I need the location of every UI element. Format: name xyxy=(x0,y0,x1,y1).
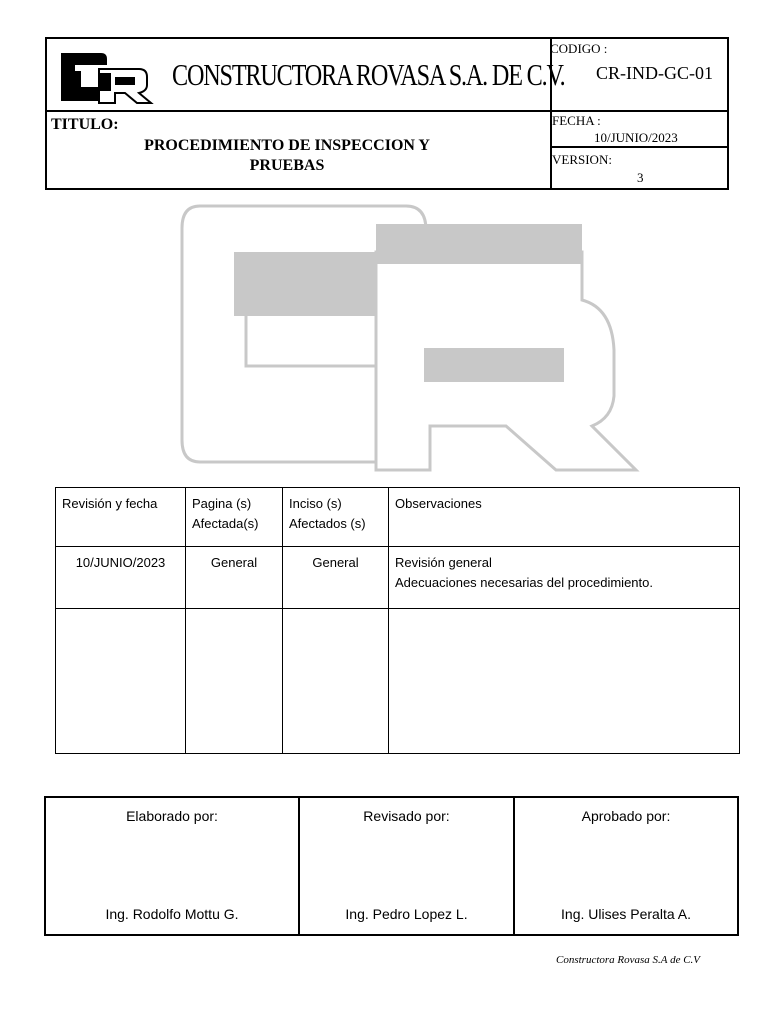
company-name: CONSTRUCTORA ROVASA S.A. DE C.V. xyxy=(172,57,565,92)
table-header-incisos: Inciso (s) Afectados (s) xyxy=(289,496,366,531)
signature-name-elaborado: Ing. Rodolfo Mottu G. xyxy=(105,906,239,922)
signature-title-revisado: Revisado por: xyxy=(363,808,450,824)
document-header xyxy=(45,37,729,190)
codigo-label: CODIGO : xyxy=(550,41,608,56)
titulo-label: TITULO: xyxy=(51,116,119,133)
table-cell-incisos: General xyxy=(312,555,359,570)
fecha-value: 10/JUNIO/2023 xyxy=(594,130,678,145)
row-divider xyxy=(56,546,739,547)
version-label: VERSION: xyxy=(552,152,612,167)
header-right-divider-2 xyxy=(552,146,727,148)
table-header-revision: Revisión y fecha xyxy=(62,496,158,511)
column-divider xyxy=(185,488,186,753)
column-divider xyxy=(388,488,389,753)
revision-table xyxy=(55,487,740,754)
signature-title-elaborado: Elaborado por: xyxy=(126,808,218,824)
table-cell-paginas: General xyxy=(210,555,258,570)
document-title xyxy=(117,136,457,176)
version-value: 3 xyxy=(637,170,644,185)
table-header-observaciones: Observaciones xyxy=(395,496,482,511)
signature-title-aprobado: Aprobado por: xyxy=(581,808,671,824)
footer-company: Constructora Rovasa S.A de C.V xyxy=(556,954,701,966)
signature-table xyxy=(44,796,739,936)
document-title-line-1: PROCEDIMIENTO DE INSPECCION Y xyxy=(144,137,430,154)
table-cell-fecha: 10/JUNIO/2023 xyxy=(75,555,166,570)
cr-logo-icon xyxy=(55,47,155,107)
column-divider xyxy=(282,488,283,753)
header-right-divider-1 xyxy=(552,110,727,112)
table-header-paginas: Pagina (s) Afectada(s) xyxy=(192,496,259,531)
header-divider-horizontal xyxy=(47,110,550,112)
document-title-line-2: PRUEBAS xyxy=(249,157,325,174)
signature-name-revisado: Ing. Pedro Lopez L. xyxy=(345,906,468,922)
row-divider xyxy=(56,608,739,609)
signature-name-aprobado: Ing. Ulises Peralta A. xyxy=(561,906,691,922)
table-cell-observaciones: Revisión general Adecuaciones necesarias del procedimiento. xyxy=(395,555,653,590)
fecha-label: FECHA : xyxy=(552,113,601,128)
cr-watermark-icon xyxy=(180,200,640,475)
codigo-value: CR-IND-GC-01 xyxy=(596,63,713,83)
